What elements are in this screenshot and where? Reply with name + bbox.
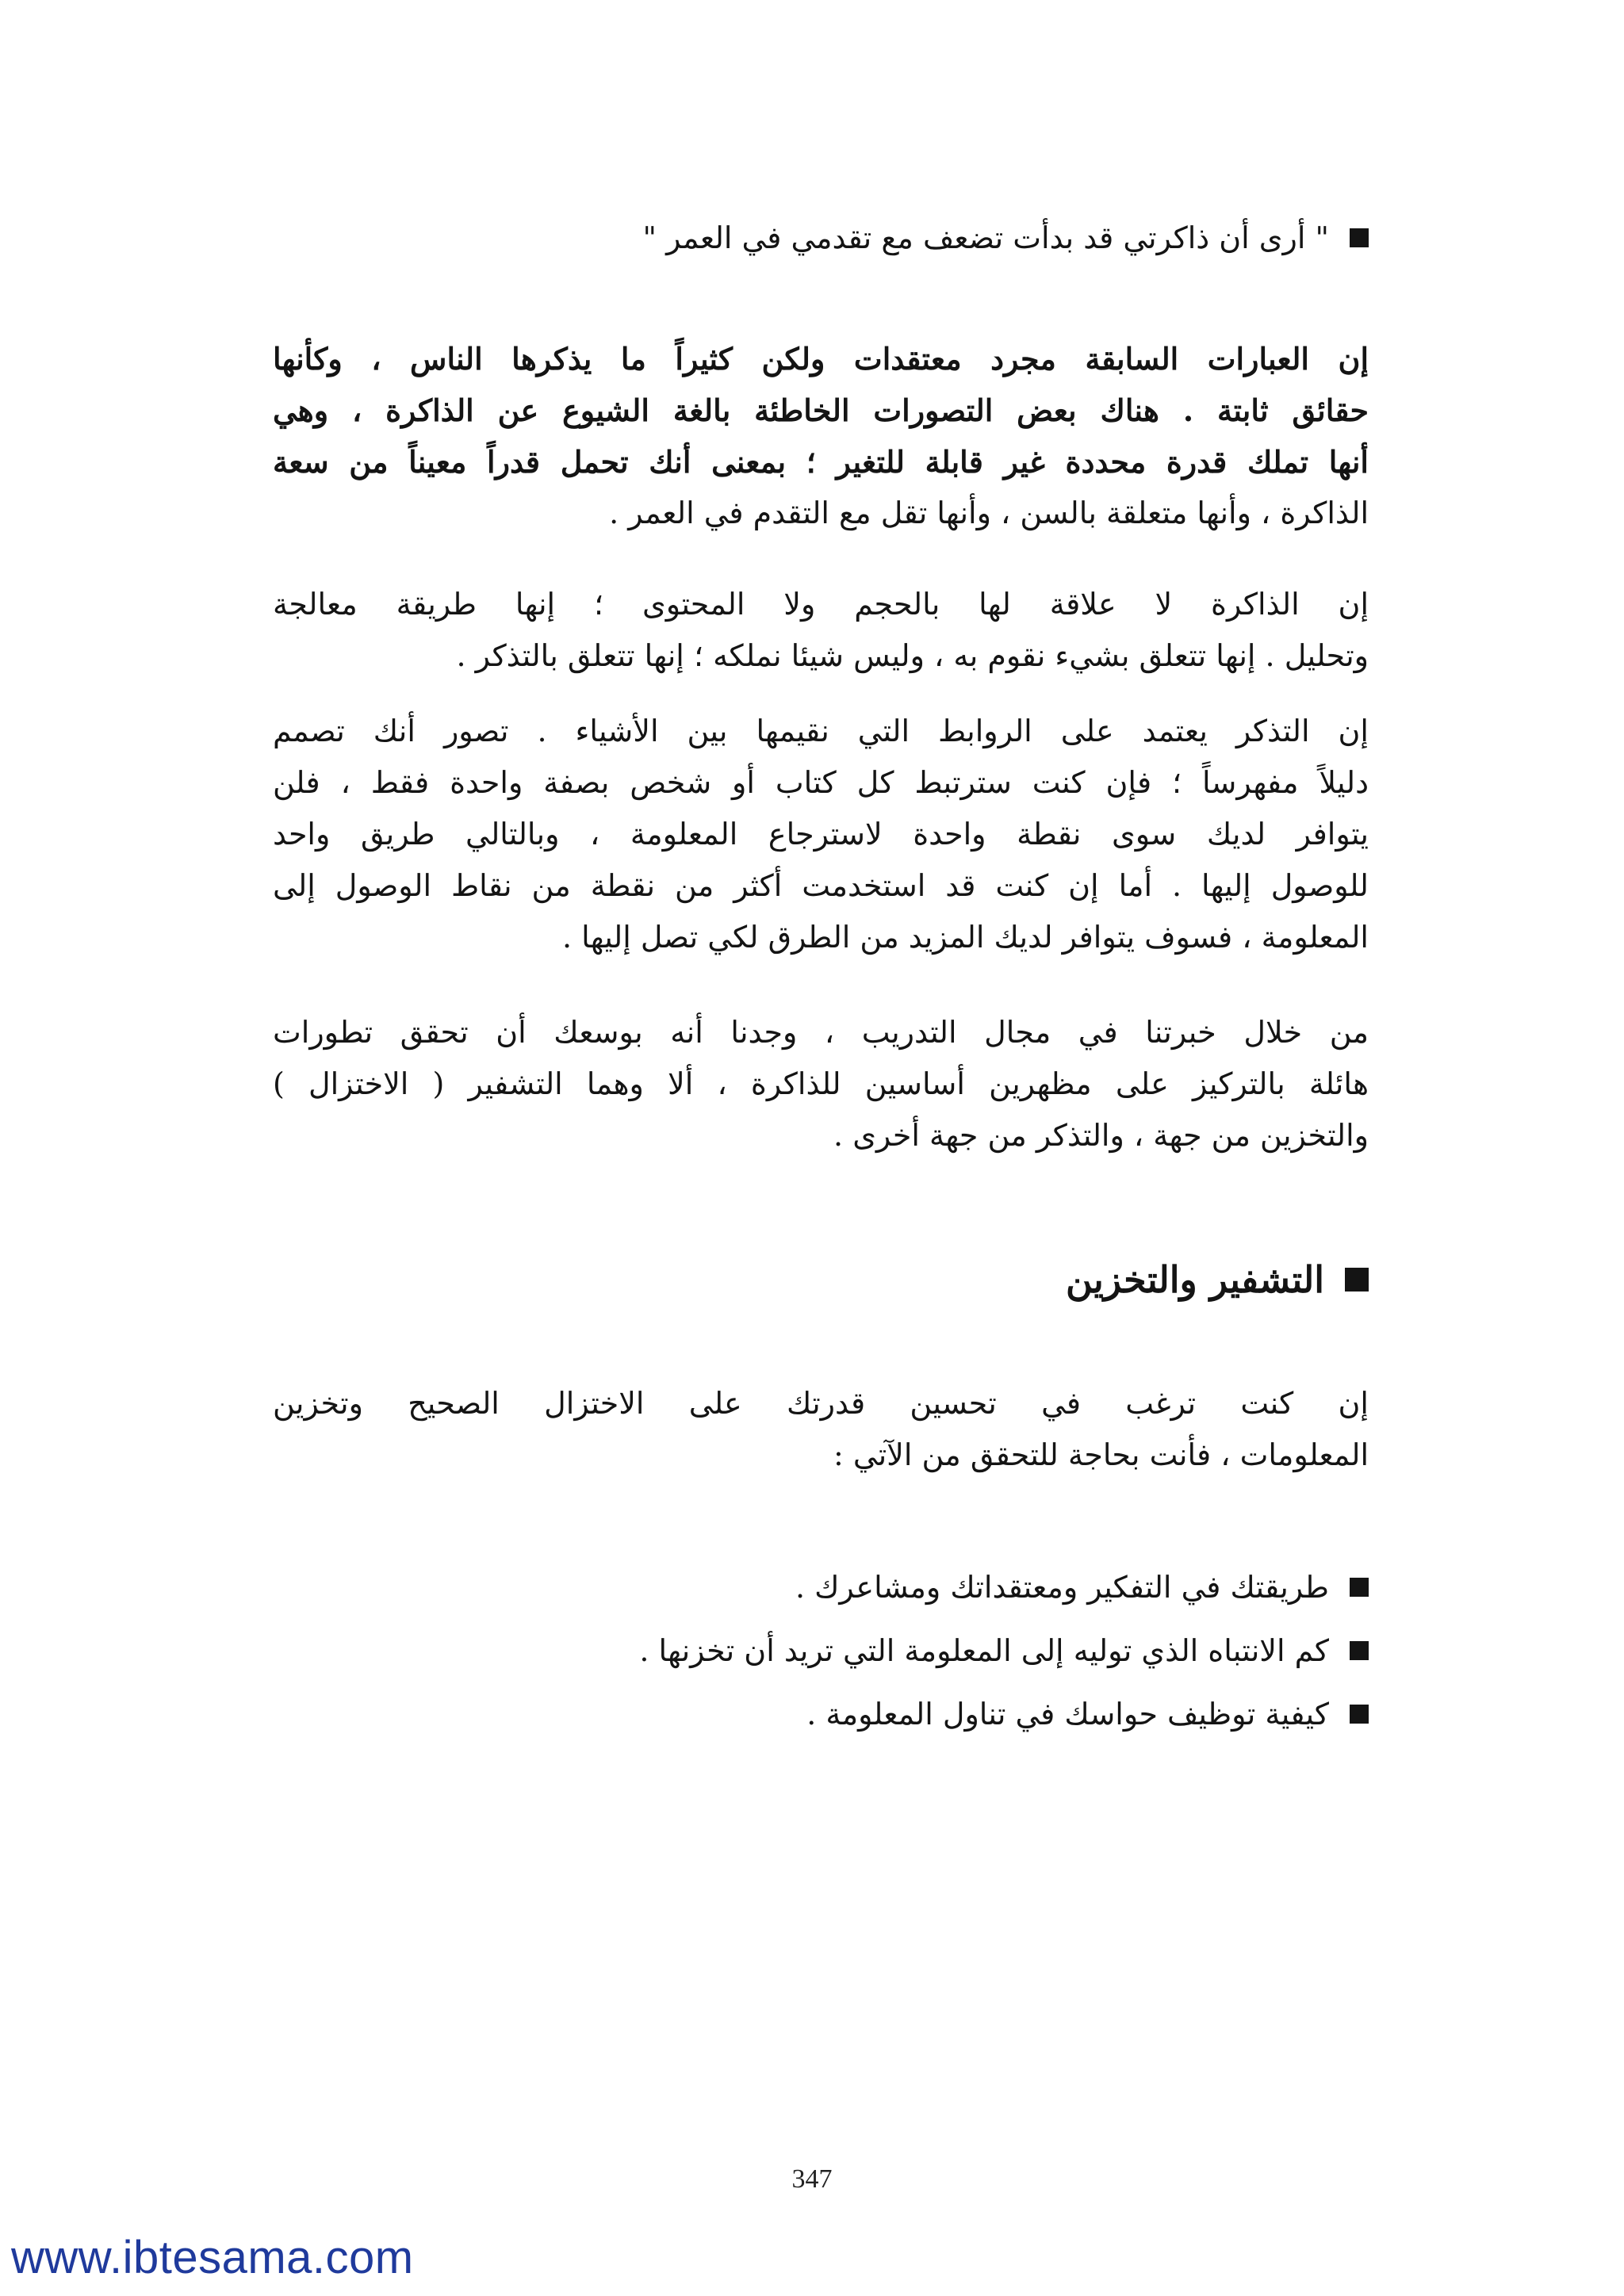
paragraph-line: إن الذاكرة لا علاقة لها بالحجم ولا المحتوى ؛ إنها طريقة معالجة [273, 587, 1369, 622]
list-item-text: طريقتك في التفكير ومعتقداتك ومشاعرك . [795, 1570, 1329, 1605]
list-item-text: كيفية توظيف حواسك في تناول المعلومة . [806, 1697, 1329, 1732]
paragraph-line: وتحليل . إنها تتعلق بشيء نقوم به ، وليس شيئا نملكه ؛ إنها تتعلق بالتذكر . [456, 638, 1369, 673]
quote-bullet [643, 214, 1369, 262]
paragraph-line: هائلة بالتركيز على مظهرين أساسين للذاكرة ، ألا وهما التشفير ( الاختزال ) [273, 1066, 1369, 1101]
section-paragraph [273, 1378, 1369, 1481]
paragraph-line: والتخزين من جهة ، والتذكر من جهة أخرى . [833, 1118, 1369, 1153]
list-item [795, 1563, 1369, 1611]
paragraph-3 [273, 706, 1369, 963]
quote-text: " أرى أن ذاكرتي قد بدأت تضعف مع تقدمي في العمر " [642, 220, 1329, 255]
section-heading-text: التشفير والتخزين [1065, 1258, 1324, 1301]
paragraph-1 [273, 333, 1369, 539]
section-heading [1066, 1248, 1369, 1311]
bullet-square-icon [1350, 1641, 1369, 1660]
paragraph-line: من خلال خبرتنا في مجال التدريب ، وجدنا أنه بوسعك أن تحقق تطورات [273, 1015, 1369, 1050]
paragraph-line: حقائق ثابتة . هناك بعض التصورات الخاطئة بالغة الشيوع عن الذاكرة ، وهي [273, 392, 1369, 428]
paragraph-line: دليلاً مفهرساً ؛ فإن كنت سترتبط كل كتاب أو شخص بصفة واحدة فقط ، فلن [273, 765, 1369, 800]
paragraph-line: يتوافر لديك سوى نقطة واحدة لاسترجاع المعلومة ، وبالتالي طريق واحد [273, 817, 1369, 851]
paragraph-line: إن العبارات السابقة مجرد معتقدات ولكن كثيراً ما يذكرها الناس ، وكأنها [273, 341, 1369, 377]
paragraph-line: إن التذكر يعتمد على الروابط التي نقيمها بين الأشياء . تصور أنك تصمم [273, 714, 1369, 748]
paragraph-line: الذاكرة ، وأنها متعلقة بالسن ، وأنها تقل مع التقدم في العمر . [609, 496, 1369, 530]
paragraph-line: أنها تملك قدرة محددة غير قابلة للتغير ؛ بمعنى أنك تحمل قدراً معيناً من سعة [273, 444, 1369, 480]
list-item [639, 1627, 1369, 1674]
list-item-text: كم الانتباه الذي توليه إلى المعلومة التي تريد أن تخزنها . [639, 1633, 1329, 1668]
bullet-square-icon [1350, 1705, 1369, 1724]
paragraph-line: المعلومات ، فأنت بحاجة للتحقق من الآتي : [833, 1437, 1369, 1472]
page-number: 347 [791, 2164, 833, 2194]
list-item [806, 1690, 1369, 1738]
paragraph-line: المعلومة ، فسوف يتوافر لديك المزيد من الطرق لكي تصل إليها . [561, 920, 1369, 955]
paragraph-line: للوصول إليها . أما إن كنت قد استخدمت أكثر من نقطة من نقاط الوصول إلى [273, 868, 1369, 903]
heading-square-icon [1345, 1268, 1369, 1292]
paragraph-line: إن كنت ترغب في تحسين قدرتك على الاختزال الصحيح وتخزين [273, 1386, 1369, 1421]
bullet-square-icon [1350, 1578, 1369, 1597]
paragraph-2 [273, 579, 1369, 682]
paragraph-4 [273, 1007, 1369, 1161]
bullet-square-icon [1350, 228, 1369, 247]
watermark-url: www.ibtesama.com [11, 2232, 414, 2283]
